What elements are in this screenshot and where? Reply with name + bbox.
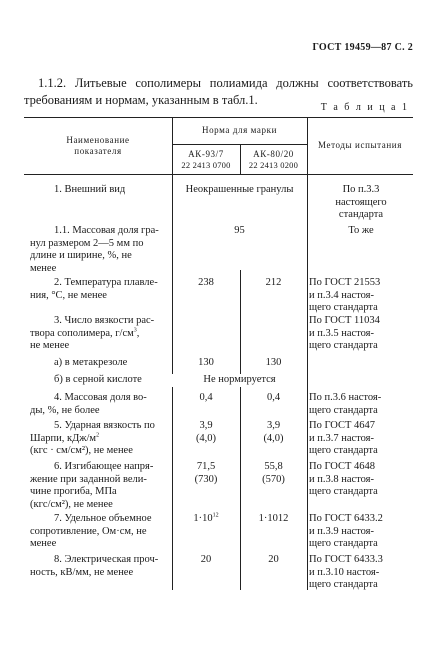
row-4-value-1: 0,4 xyxy=(199,392,213,403)
row-2-value-2: 212 xyxy=(265,277,282,288)
row-2-method: По ГОСТ 21553 и п.3.4 настоя- щего стандарта xyxy=(309,277,381,313)
row-3b-value: Не нормируется xyxy=(172,374,307,387)
table-top-rule xyxy=(24,117,413,118)
row-5-value-1: 3,9 (4,0) xyxy=(195,420,217,444)
table-head-rule xyxy=(24,174,413,175)
row-4-name: 4. Массовая доля во- ды, %, не более xyxy=(30,392,147,416)
row-3b-name: б) в серной кислоте xyxy=(54,374,142,385)
row-6-value-1: 71,5 (730) xyxy=(194,461,218,485)
row-2-name: 2. Температура плавле- ния, °С, не менее xyxy=(30,277,158,301)
row-3a-value-1: 130 xyxy=(198,357,214,368)
page-header: ГОСТ 19459—87 С. 2 xyxy=(312,42,413,53)
row-1-1-method: То же xyxy=(348,225,374,236)
row-3-method: По ГОСТ 11034 и п.3.5 настоя- щего стандарта xyxy=(309,315,380,351)
row-7-name: 7. Удельное объемное сопротивление, Ом·см, не менее xyxy=(30,513,152,549)
row-8-value-2: 20 xyxy=(268,554,279,565)
head-grade-2: АК-80/20 22 2413 0200 xyxy=(248,149,299,170)
row-3a-value-2: 130 xyxy=(265,357,282,368)
row-1-name: 1. Внешний вид xyxy=(54,184,126,195)
row-4-method: По п.3.6 настоя- щего стандарта xyxy=(309,392,382,416)
intro-paragraph: 1.1.2. Литьевые сополимеры полиамида должны соответствовать требованиям и нормам, указанным в табл.1. xyxy=(24,76,413,107)
row-3-name: 3. Число вязкости рас- твора сополимера, $г/см^3$, не менее xyxy=(30,315,155,351)
row-2-value-1: 238 xyxy=(198,277,214,288)
head-norm-group: Норма для марки xyxy=(201,125,278,135)
row-8-method: По ГОСТ 6433.3 и п.3.10 настоя- щего стандарта xyxy=(309,554,383,590)
row-8-value-1: 20 xyxy=(200,554,212,565)
row-1-method: По п.3.3 настоящего стандарта xyxy=(335,184,387,220)
row-4-value-2: 0,4 xyxy=(266,392,281,403)
row-6-name: 6. Изгибающее напря- жение при заданной вели- чине прогиба, МПа (кгс/см²), не менее xyxy=(30,461,154,510)
row-1-value: Неокрашенные гранулы xyxy=(185,184,294,195)
head-methods: Методы испытания xyxy=(318,140,402,150)
row-7-method: По ГОСТ 6433.2 и п.3.9 настоя- щего стандарта xyxy=(309,513,383,549)
row-5-name: 5. Ударная вязкость по Шарпи, кДж/$м^2$ (кгс · см/см²), не менее xyxy=(30,420,155,456)
row-7-value-2: 1·1012 xyxy=(258,513,289,524)
row-1-1-name: 1.1. Массовая доля гра- нул размером 2—5 мм по длине и ширине, %, не менее xyxy=(30,225,159,274)
row-6-value-2: 55,8 (570) xyxy=(262,461,285,485)
row-3a-name: а) в метакрезоле xyxy=(54,357,128,368)
table-label: Т а б л и ц а 1 xyxy=(320,102,409,113)
col-divider-methods xyxy=(307,117,308,590)
row-1-1-value: 95 xyxy=(234,225,245,236)
row-5-value-2: 3,9 (4,0) xyxy=(263,420,284,444)
row-5-method: По ГОСТ 4647 и п.3.7 настоя- щего стандарта xyxy=(309,420,378,456)
row-6-method: По ГОСТ 4648 и п.3.8 настоя- щего стандарта xyxy=(309,461,378,497)
head-name-col: Наименование показателя xyxy=(66,135,130,156)
head-grade-1: АК-93/7 22 2413 0700 xyxy=(181,149,231,170)
row-7-value-1: $1\cdot 10^{12}$ xyxy=(193,512,219,524)
row-8-name: 8. Электрическая проч- ность, кВ/мм, не менее xyxy=(30,554,159,578)
